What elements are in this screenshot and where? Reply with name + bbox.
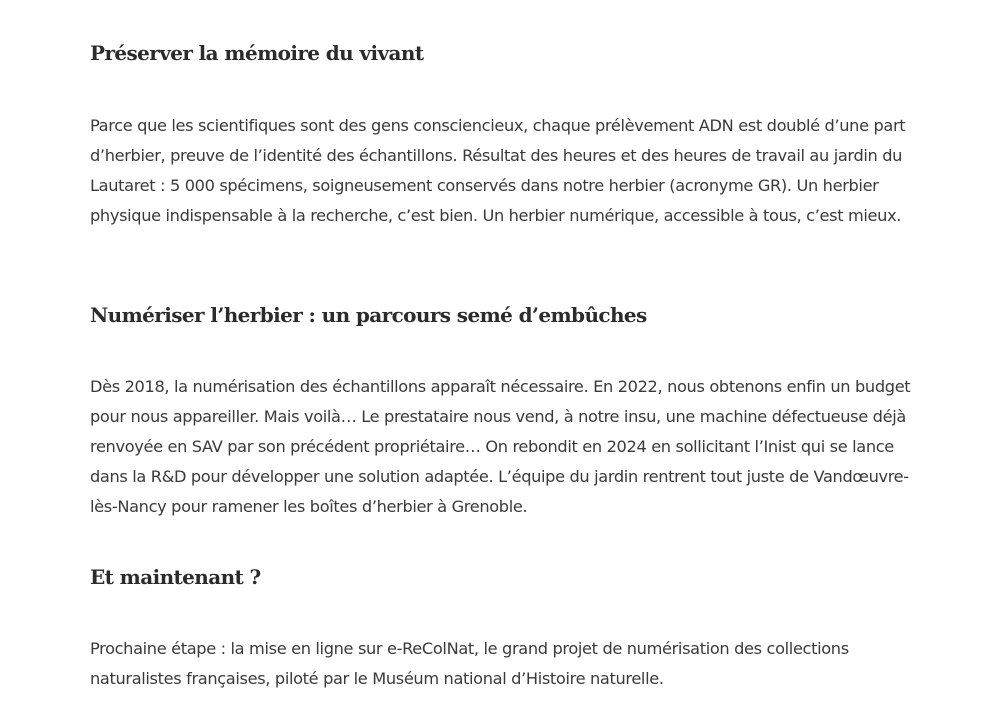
section-paragraph-preserver: Parce que les scientifiques sont des gens consciencieux, chaque prélèvement ADN est doublé d’une part d’herbier, preuve de l’identité des échantillons. Résultat des heures et des heures de travail au jardin du Lautaret : 5 000 spécimens, soigneusement conservés dans notre herbier (acronyme GR). Un herbier physique indispensable à la recherche, c’est bien. Un herbier numérique, accessible à tous, c’est mieux. <box>90 116 906 225</box>
section-paragraph-numeriser: Dès 2018, la numérisation des échantillons apparaît nécessaire. En 2022, nous obtenons enfin un budget pour nous appareiller. Mais voilà… Le prestataire nous vend, à notre insu, une machine défectueuse déjà renvoyée en SAV par son précédent propriétaire… On rebondit en 2024 en sollicitant l’Inist qui se lance dans la R&D pour développer une solution adaptée. L’équipe du jardin rentrent tout juste de Vandœuvre-lès-Nancy pour ramener les boîtes d’herbier à Grenoble. <box>90 377 911 516</box>
section-heading-numeriser: Numériser l’herbier : un parcours semé d’embûches <box>90 303 647 327</box>
section-heading-preserver: Préserver la mémoire du vivant <box>90 41 424 65</box>
section-paragraph-et-maintenant: Prochaine étape : la mise en ligne sur e-ReColNat, le grand projet de numérisation des collections naturalistes françaises, piloté par le Muséum national d’Histoire naturelle. <box>90 639 849 688</box>
section-heading-et-maintenant: Et maintenant ? <box>90 565 261 589</box>
